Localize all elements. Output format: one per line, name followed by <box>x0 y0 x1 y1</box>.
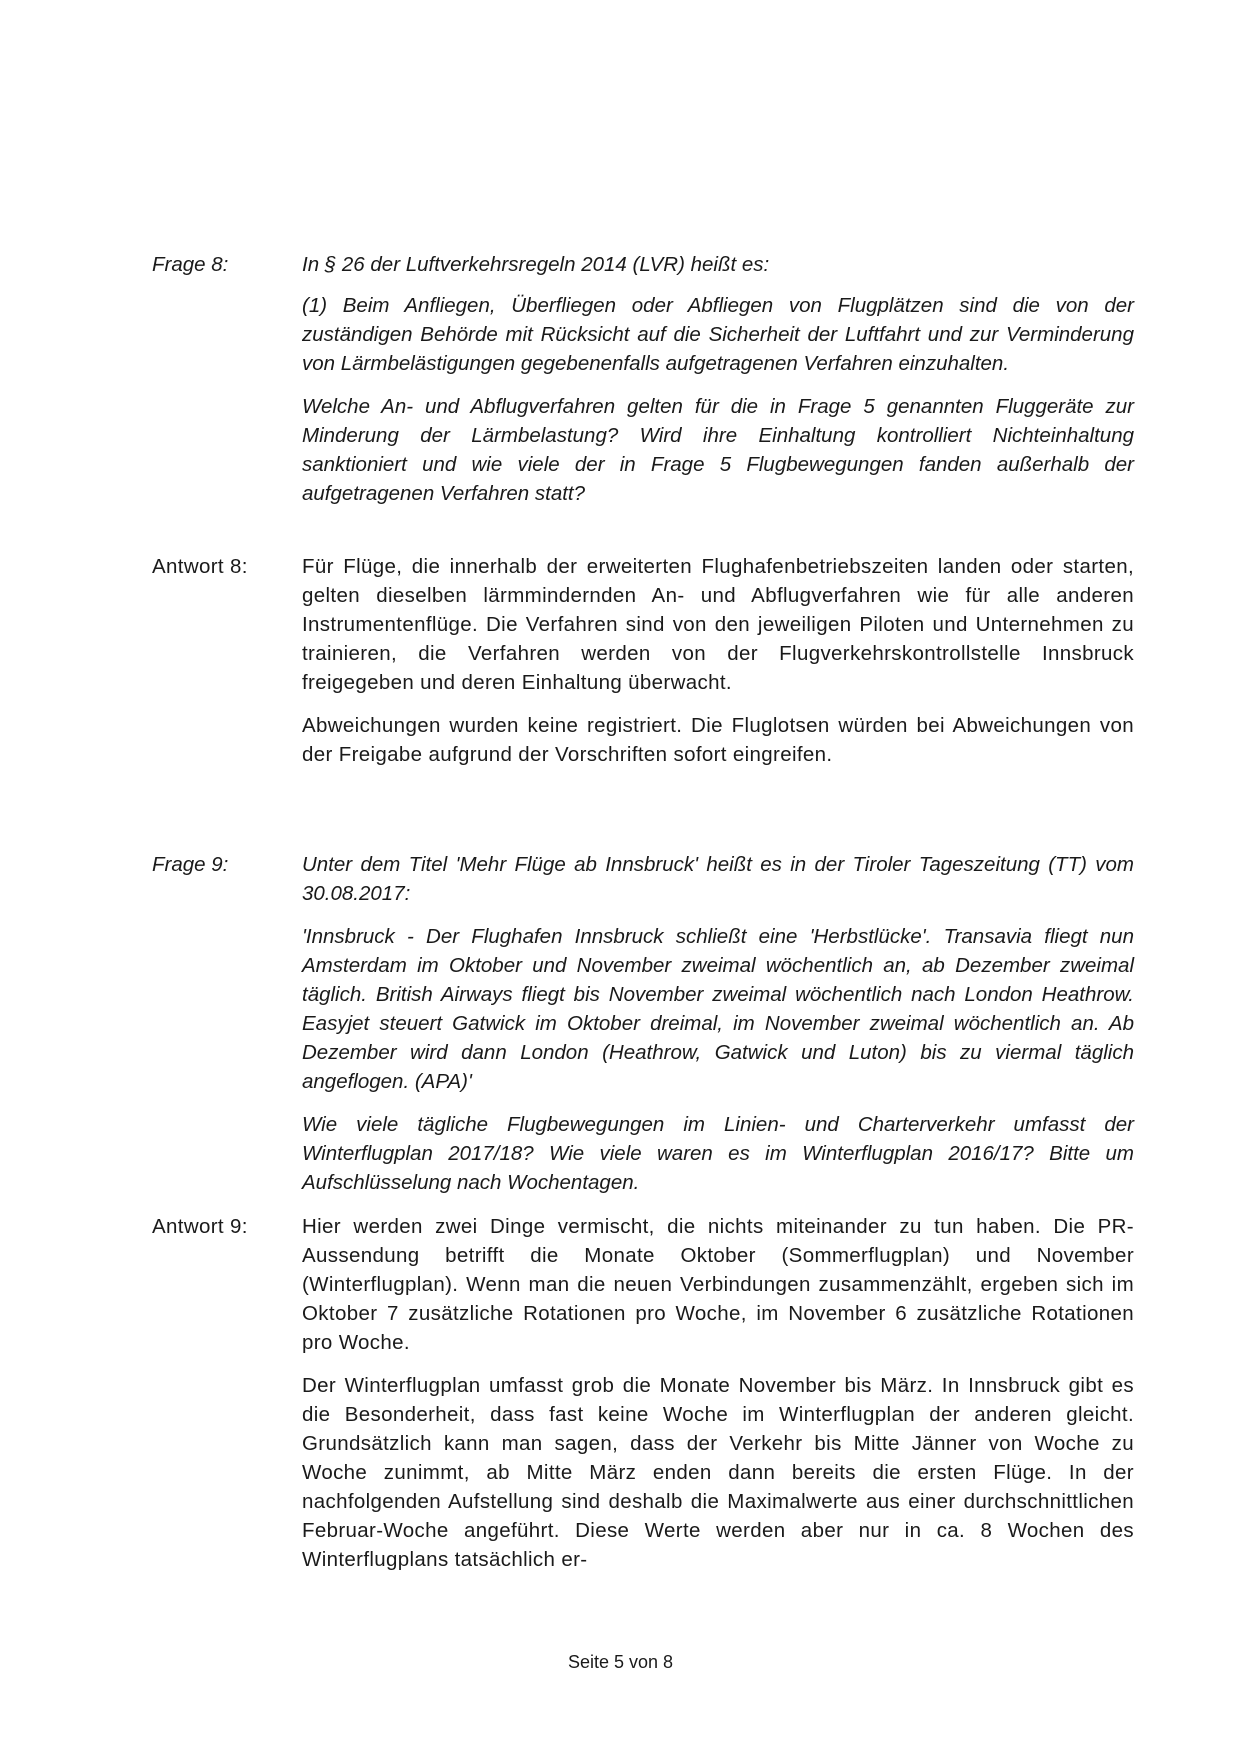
frage-9-question: Wie viele tägliche Flugbewegungen im Linien- und Charterverkehr umfasst der Winterflugplan 2017/18? Wie viele waren es im Winterflugplan 2016/17? Bitte um Aufschlüsselung nach Wochentagen. <box>302 1113 1134 1194</box>
frage-8-question: Welche An- und Abflugverfahren gelten für die in Frage 5 genannten Fluggeräte zur Minderung der Lärmbelastung? Wird ihre Einhaltung kontrolliert Nichteinhaltung sanktioniert und wie viele der in Frage 5 Flugbewegungen fanden außerhalb der aufgetragenen Verfahren statt? <box>302 395 1134 505</box>
antwort-9-body <box>302 1212 1134 1588</box>
frage-8-block <box>152 250 1134 522</box>
frage-9-body <box>302 850 1134 1211</box>
frage-8-label: Frage 8: <box>152 253 229 276</box>
frage-9-quote: 'Innsbruck - Der Flughafen Innsbruck schließt eine 'Herbstlücke'. Transavia fliegt nun Amsterdam im Oktober und November zweimal wöchentlich an, ab Dezember zweimal täglich. British Airways fliegt bis November zweimal wöchentlich nach London Heathrow. Easyjet steuert Gatwick im Oktober dreimal, im November zweimal wöchentlich an. Ab Dezember wird dann London (Heathrow, Gatwick und Luton) bis zu viermal täglich angeflogen. (APA)' <box>302 925 1134 1093</box>
antwort-9-paragraph-2: Der Winterflugplan umfasst grob die Monate November bis März. In Innsbruck gibt es die Besonderheit, dass fast keine Woche im Winterflugplan der anderen gleicht. Grundsätzlich kann man sagen, dass der Verkehr bis Mitte Jänner von Woche zu Woche zunimmt, ab Mitte März enden dann bereits die ersten Flüge. In der nachfolgenden Aufstellung sind deshalb die Maximalwerte aus einer durchschnittlichen Februar-Woche angeführt. Diese Werte werden aber nur in ca. 8 Wochen des Winterflugplans tatsächlich er- <box>302 1374 1134 1571</box>
antwort-8-paragraph-2: Abweichungen wurden keine registriert. Die Fluglotsen würden bei Abweichungen von der Freigabe aufgrund der Vorschriften sofort eingreifen. <box>302 714 1134 766</box>
antwort-9-label: Antwort 9: <box>152 1215 248 1238</box>
antwort-8-block <box>152 552 1134 783</box>
frage-9-intro: Unter dem Titel 'Mehr Flüge ab Innsbruck' heißt es in der Tiroler Tageszeitung (TT) vom 30.08.2017: <box>302 853 1134 905</box>
antwort-9-block <box>152 1212 1134 1588</box>
antwort-9-paragraph-1: Hier werden zwei Dinge vermischt, die nichts miteinander zu tun haben. Die PR-Aussendung betrifft die Monate Oktober (Sommerflugplan) und November (Winterflugplan). Wenn man die neuen Verbindungen zusammenzählt, ergeben sich im Oktober 7 zusätzliche Rotationen pro Woche, im November 6 zusätzliche Rotationen pro Woche. <box>302 1215 1134 1354</box>
frage-8-quote: (1) Beim Anfliegen, Überfliegen oder Abfliegen von Flugplätzen sind die von der zuständigen Behörde mit Rücksicht auf die Sicherheit der Luftfahrt und zur Verminderung von Lärmbelästigungen gegebenenfalls aufgetragenen Verfahren einzuhalten. <box>302 294 1134 375</box>
page-number: Seite 5 von 8 <box>567 1652 674 1672</box>
antwort-8-body <box>302 552 1134 783</box>
frage-8-intro: In § 26 der Luftverkehrsregeln 2014 (LVR) heißt es: <box>302 253 770 276</box>
antwort-8-paragraph-1: Für Flüge, die innerhalb der erweiterten Flughafenbetriebszeiten landen oder starten, gelten dieselben lärmmindernden An- und Abflugverfahren wie für alle anderen Instrumentenflüge. Die Verfahren sind von den jeweiligen Piloten und Unternehmen zu trainieren, die Verfahren werden von der Flugverkehrskontrollstelle Innsbruck freigegeben und deren Einhaltung überwacht. <box>302 555 1134 694</box>
frage-8-body <box>302 250 1134 522</box>
frage-9-label: Frage 9: <box>152 853 229 876</box>
antwort-8-label: Antwort 8: <box>152 555 248 578</box>
frage-9-block <box>152 850 1134 1211</box>
